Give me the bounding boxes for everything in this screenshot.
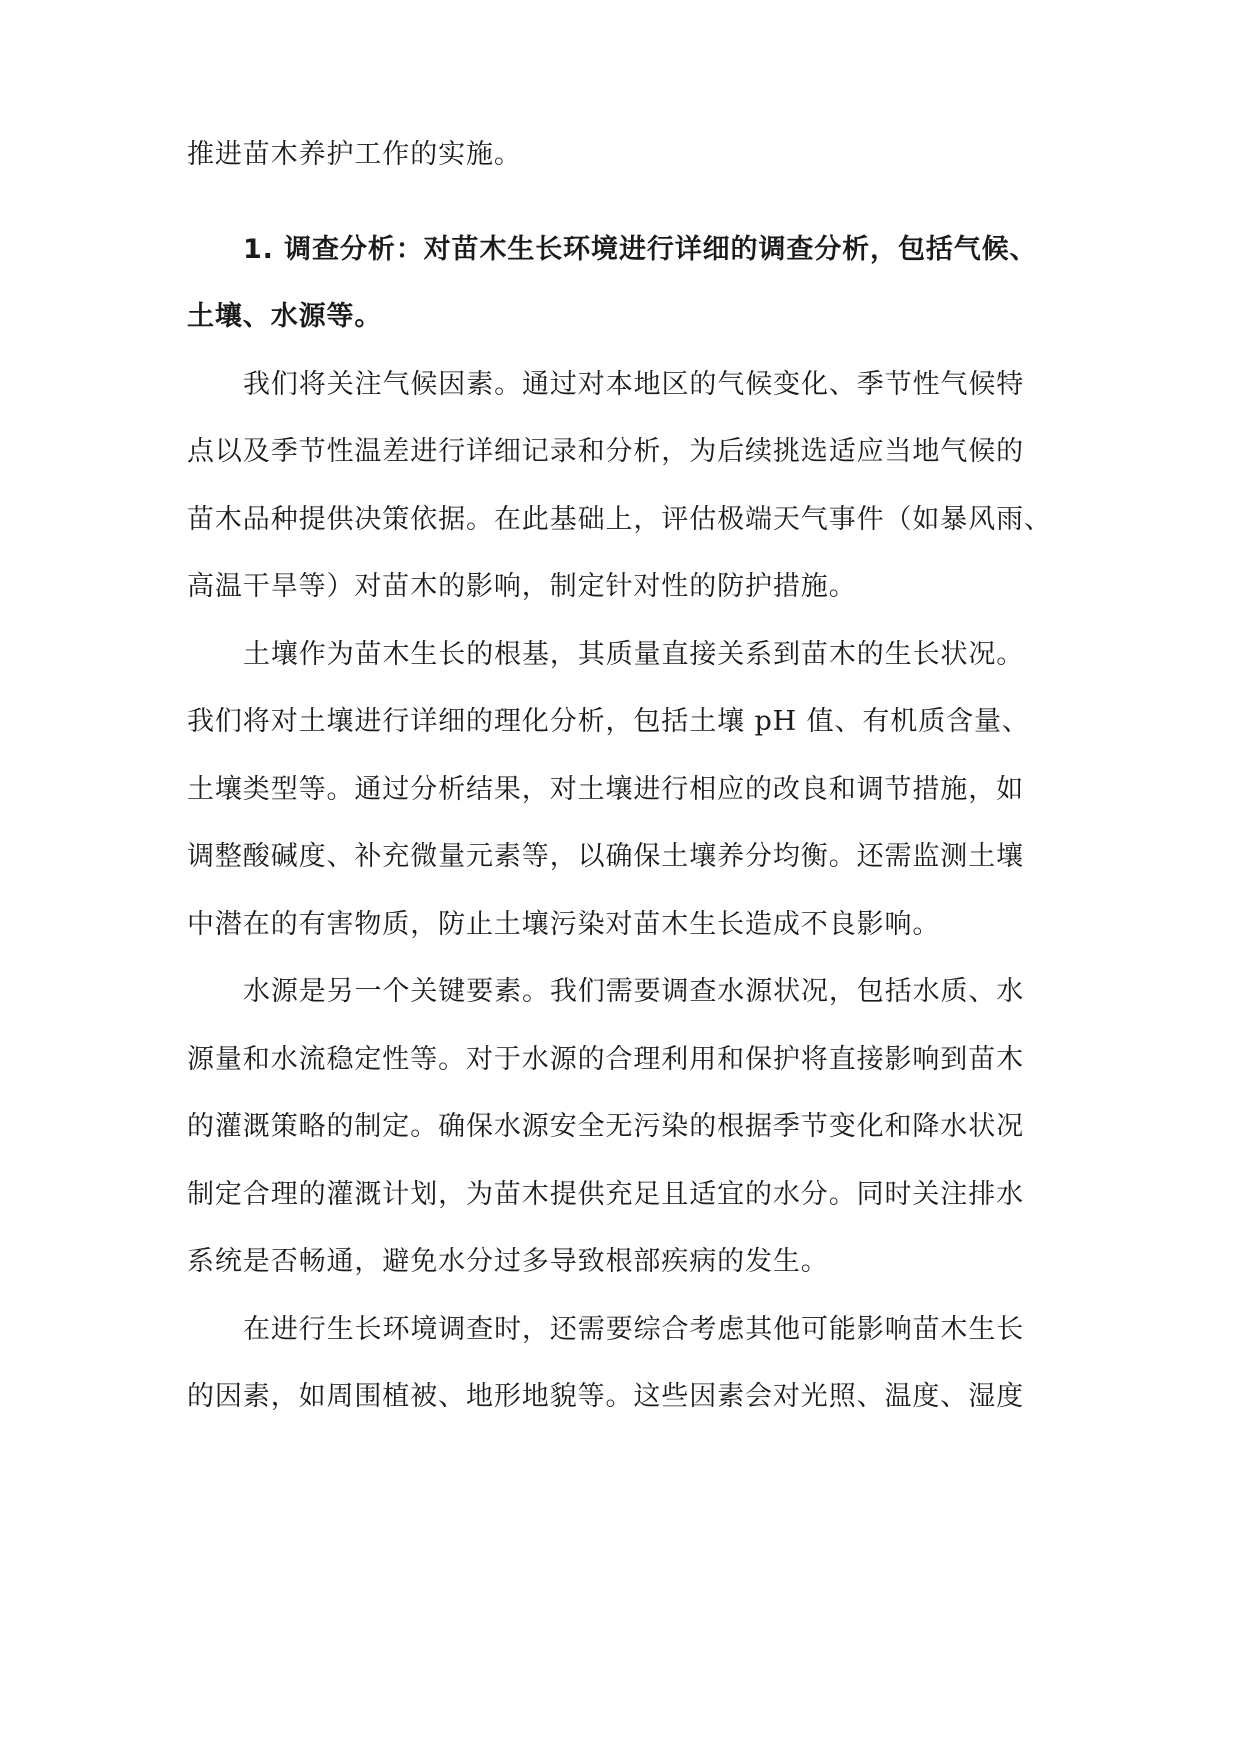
paragraph-water-line-1: 水源是另一个关键要素。我们需要调查水源状况，包括水质、水	[243, 976, 1025, 1007]
paragraph-other-factors-line-2: 的因素，如周围植被、地形地貌等。这些因素会对光照、温度、湿度	[187, 1381, 1024, 1412]
paragraph-soil-line-1: 土壤作为苗木生长的根基，其质量直接关系到苗木的生长状况。	[243, 639, 1025, 670]
section-heading-line-2: 土壤、水源等。	[187, 301, 383, 332]
paragraph-soil-line-5: 中潜在的有害物质，防止土壤污染对苗木生长造成不良影响。	[187, 909, 941, 940]
paragraph-water-line-5: 系统是否畅通，避免水分过多导致根部疾病的发生。	[187, 1246, 829, 1277]
text-line-continuation: 推进苗木养护工作的实施。	[187, 139, 522, 170]
paragraph-climate-line-2: 点以及季节性温差进行详细记录和分析，为后续挑选适应当地气候的	[187, 436, 1024, 467]
paragraph-water-line-4: 制定合理的灌溉计划，为苗木提供充足且适宜的水分。同时关注排水	[187, 1179, 1024, 1210]
paragraph-water-line-3: 的灌溉策略的制定。确保水源安全无污染的根据季节变化和降水状况	[187, 1111, 1024, 1142]
paragraph-climate-line-3: 苗木品种提供决策依据。在此基础上，评估极端天气事件（如暴风雨、	[187, 504, 1052, 535]
paragraph-climate-line-4: 高温干旱等）对苗木的影响，制定针对性的防护措施。	[187, 571, 857, 602]
section-heading-line-1: 1. 调查分析：对苗木生长环境进行详细的调查分析，包括气候、	[243, 234, 1038, 265]
paragraph-other-factors-line-1: 在进行生长环境调查时，还需要综合考虑其他可能影响苗木生长	[243, 1314, 1025, 1345]
paragraph-water-line-2: 源量和水流稳定性等。对于水源的合理利用和保护将直接影响到苗木	[187, 1044, 1024, 1075]
paragraph-climate-line-1: 我们将关注气候因素。通过对本地区的气候变化、季节性气候特	[243, 369, 1025, 400]
paragraph-soil-line-4: 调整酸碱度、补充微量元素等，以确保土壤养分均衡。还需监测土壤	[187, 841, 1024, 872]
paragraph-soil-line-3: 土壤类型等。通过分析结果，对土壤进行相应的改良和调节措施，如	[187, 774, 1024, 805]
paragraph-soil-line-2: 我们将对土壤进行详细的理化分析，包括土壤 pH 值、有机质含量、	[187, 706, 1030, 737]
